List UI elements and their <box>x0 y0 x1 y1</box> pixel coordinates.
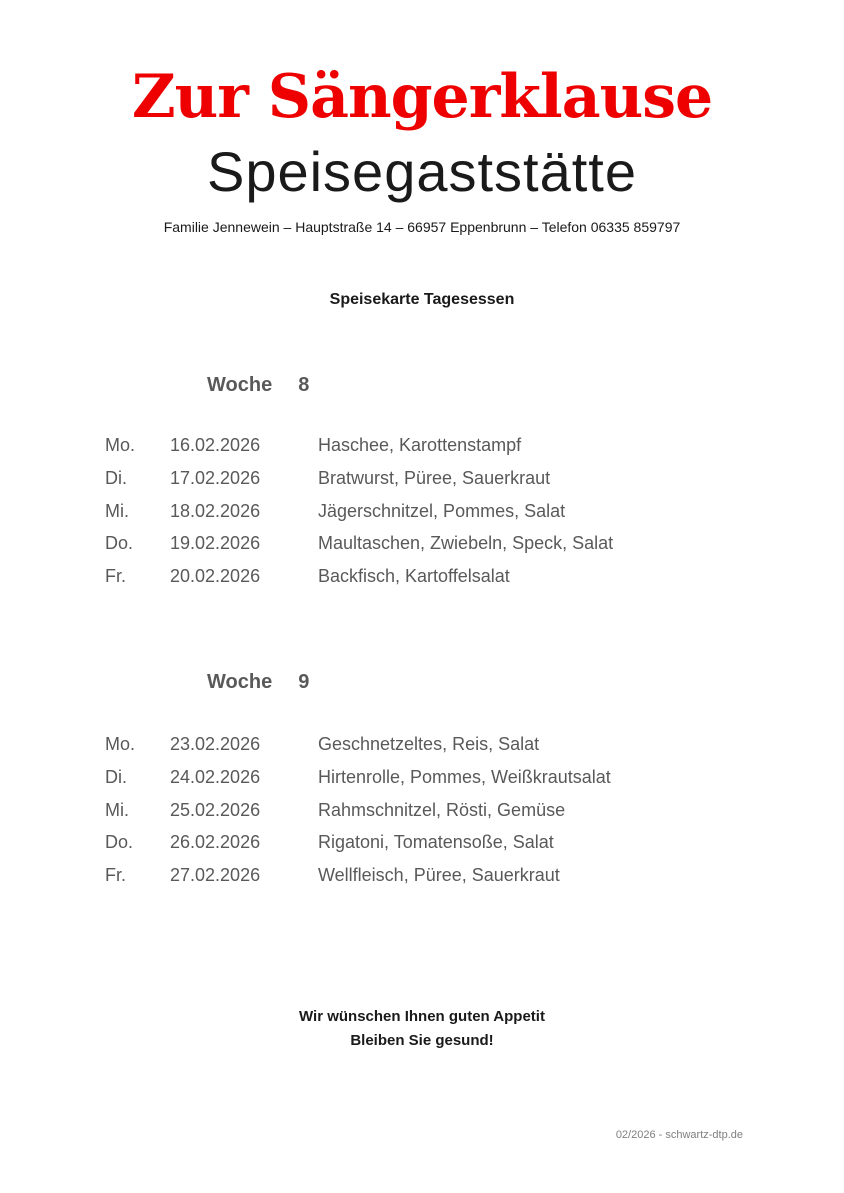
menu-row <box>0 527 844 560</box>
date-value: 19.02.2026 <box>170 533 261 554</box>
menu-row <box>0 794 844 827</box>
dish-name: Rigatoni, Tomatensoße, Salat <box>318 832 554 853</box>
menu-row <box>0 495 844 528</box>
week-8-rows <box>0 429 844 593</box>
day-label: Do. <box>105 832 134 853</box>
week-9-rows <box>0 728 844 892</box>
week-label: Woche <box>207 671 273 693</box>
dish-name: Wellfleisch, Püree, Sauerkraut <box>318 865 560 886</box>
menu-row <box>0 761 844 794</box>
date-value: 17.02.2026 <box>170 467 261 488</box>
menu-title: Speisekarte Tagesessen <box>329 291 515 308</box>
menu-row <box>0 826 844 859</box>
address-line: Familie Jennewein – Hauptstraße 14 – 66957 Eppenbrunn – Telefon 06335 859797 <box>163 219 681 235</box>
week-9-heading <box>207 670 309 694</box>
day-label: Fr. <box>105 566 126 587</box>
day-label: Fr. <box>105 865 126 886</box>
week-label: Woche <box>207 374 273 396</box>
day-label: Di. <box>105 467 127 488</box>
restaurant-name: Zur Sängerklause <box>131 62 713 132</box>
date-value: 18.02.2026 <box>170 500 261 521</box>
restaurant-subtitle: Speisegaststätte <box>206 140 638 203</box>
menu-row <box>0 462 844 495</box>
closing-line-1: Wir wünschen Ihnen guten Appetit <box>299 1008 545 1025</box>
day-label: Do. <box>105 533 134 554</box>
dish-name: Bratwurst, Püree, Sauerkraut <box>318 467 551 488</box>
dish-name: Hirtenrolle, Pommes, Weißkrautsalat <box>318 766 611 787</box>
week-8-heading <box>207 373 309 397</box>
dish-name: Haschee, Karottenstampf <box>318 435 522 455</box>
date-value: 20.02.2026 <box>170 566 261 587</box>
dish-name: Backfisch, Kartoffelsalat <box>318 566 510 587</box>
closing-message <box>0 1005 844 1053</box>
menu-row <box>0 560 844 593</box>
dish-name: Rahmschnitzel, Rösti, Gemüse <box>318 799 566 820</box>
week-number: 9 <box>298 671 310 693</box>
menu-row <box>0 859 844 892</box>
dish-name: Jägerschnitzel, Pommes, Salat <box>318 500 566 521</box>
day-label: Mo. <box>105 435 136 455</box>
date-value: 26.02.2026 <box>170 832 261 853</box>
week-number: 8 <box>298 374 310 396</box>
menu-row <box>0 728 844 761</box>
credit-line: 02/2026 - schwartz-dtp.de <box>615 1129 743 1141</box>
dish-name: Maultaschen, Zwiebeln, Speck, Salat <box>318 533 614 554</box>
closing-line-2: Bleiben Sie gesund! <box>350 1032 494 1049</box>
day-label: Mo. <box>105 734 136 754</box>
date-value: 25.02.2026 <box>170 799 261 820</box>
day-label: Di. <box>105 766 127 787</box>
date-value: 27.02.2026 <box>170 865 261 886</box>
date-value: 23.02.2026 <box>170 734 261 754</box>
dish-name: Geschnetzeltes, Reis, Salat <box>318 734 540 754</box>
date-value: 24.02.2026 <box>170 766 261 787</box>
menu-row <box>0 429 844 462</box>
date-value: 16.02.2026 <box>170 435 261 455</box>
day-label: Mi. <box>105 799 129 820</box>
day-label: Mi. <box>105 500 129 521</box>
